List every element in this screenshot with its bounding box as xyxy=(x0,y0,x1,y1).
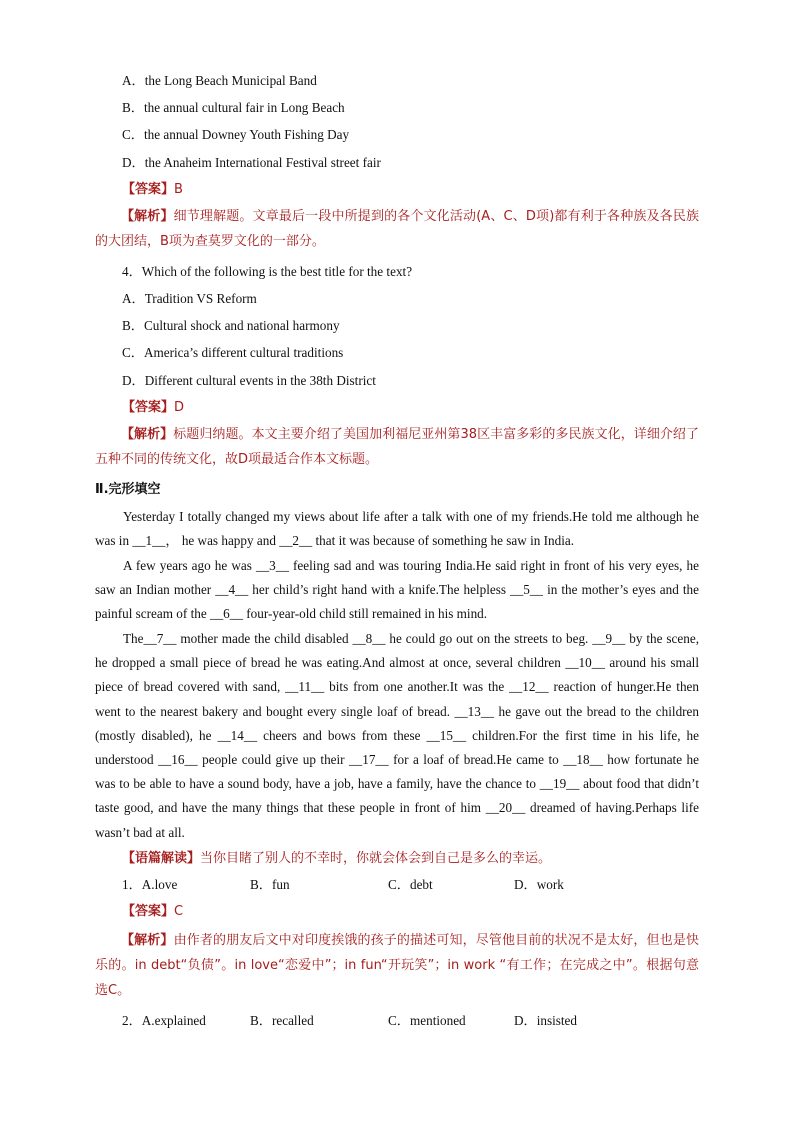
answer-value: D xyxy=(174,400,185,415)
cloze-q1-choices xyxy=(122,876,702,894)
q3-option-c: C．the annual Downey Youth Fishing Day xyxy=(122,127,350,142)
choice-d: D．insisted xyxy=(514,1013,578,1028)
passage-summary xyxy=(122,850,551,868)
q4-answer xyxy=(122,399,184,417)
summary-tag: 【语篇解读】 xyxy=(122,851,201,866)
choice-d: D．work xyxy=(514,877,564,892)
answer-tag: 【答案】 xyxy=(122,182,175,197)
analysis-text: 细节理解题。文章最后一段中所提到的各个文化活动(A、C、D项)都有利于各种族及各民族的大团结，B项为查莫罗文化的一部分。 xyxy=(95,209,699,249)
analysis-tag: 【解析】 xyxy=(121,427,174,442)
cloze-q1-answer xyxy=(122,903,183,921)
q3-answer xyxy=(122,181,183,199)
answer-tag: 【答案】 xyxy=(122,904,175,919)
q3-analysis xyxy=(95,204,699,254)
passage-paragraph-3: The__7__ mother made the child disabled __8__ he could go out on the streets to beg. __9__ by the scene, he dropped a small piece of bread he was eating.And almost at once, several children __10__ around his small piece of bread covered with sand, __11__ bits from one another.It was the __12__ reaction of hunger.He then went to the nearest bakery and bought every single loaf of bread. __13__ he gave out the bread to the children (mostly disabled), he __14__ cheers and bows from these __15__ children.For the first time in his life, he understood __16__ people could give up their __17__ for a loaf of bread.He came to __18__ how fortunate he was to be able to have a sound body, have a job, have a family, have the chance to __19__ about food that didn’t taste good, and have the many things that these people in front of him __20__ dreamed of having.Perhaps life wasn’t bad at all. xyxy=(95,631,699,840)
q4-option-d: D．Different cultural events in the 38th District xyxy=(122,373,376,388)
q4-option-c: C．America’s different cultural traditions xyxy=(122,345,344,360)
cloze-q1-analysis xyxy=(95,928,699,1003)
answer-value: B xyxy=(174,182,183,197)
analysis-text: 标题归纳题。本文主要介绍了美国加利福尼亚州第38区丰富多彩的多民族文化，详细介绍了五种不同的传统文化，故D项最适合作本文标题。 xyxy=(95,427,699,467)
q4-analysis xyxy=(95,422,699,472)
choice-b: B．recalled xyxy=(250,1013,314,1028)
summary-text: 当你目睹了别人的不幸时，你就会体会到自己是多么的幸运。 xyxy=(200,851,552,866)
q4-option-b: B．Cultural shock and national harmony xyxy=(122,318,340,333)
q3-option-a: A．the Long Beach Municipal Band xyxy=(122,73,317,88)
passage-paragraph-1: Yesterday I totally changed my views about life after a talk with one of my friends.He told me although he was in __1__， he was happy and __2__ that it was because of something he saw in India. xyxy=(95,509,699,549)
choice-a: 1．A.love xyxy=(122,877,178,892)
analysis-text: 由作者的朋友后文中对印度挨饿的孩子的描述可知，尽管他目前的状况不是太好，但也是快乐的。in debt“负债”。in love“恋爱中”；in fun“开玩笑”；in work “有工作；在完成之中”。根据句意选C。 xyxy=(95,933,699,998)
q4-option-a: A．Tradition VS Reform xyxy=(122,291,257,306)
q3-option-d: D．the Anaheim International Festival street fair xyxy=(122,155,381,170)
passage-paragraph-2: A few years ago he was __3__ feeling sad and was touring India.He said right in front of his very eyes, he saw an Indian mother __4__ her child’s right hand with a knife.The helpless __5__ in the mother’s eyes and the painful scream of the __6__ four-year-old child still remained in his mind. xyxy=(95,558,699,622)
choice-a: 2．A.explained xyxy=(122,1013,206,1028)
analysis-tag: 【解析】 xyxy=(121,933,174,948)
choice-b: B．fun xyxy=(250,877,290,892)
q3-option-b: B．the annual cultural fair in Long Beach xyxy=(122,100,345,115)
answer-value: C xyxy=(174,904,184,919)
cloze-q2-choices xyxy=(122,1012,702,1030)
section-heading: Ⅱ.完形填空 xyxy=(95,482,161,497)
choice-c: C．mentioned xyxy=(388,1013,466,1028)
analysis-tag: 【解析】 xyxy=(121,209,174,224)
choice-c: C．debt xyxy=(388,877,433,892)
q4-question: 4．Which of the following is the best title for the text? xyxy=(122,264,413,279)
answer-tag: 【答案】 xyxy=(122,400,175,415)
